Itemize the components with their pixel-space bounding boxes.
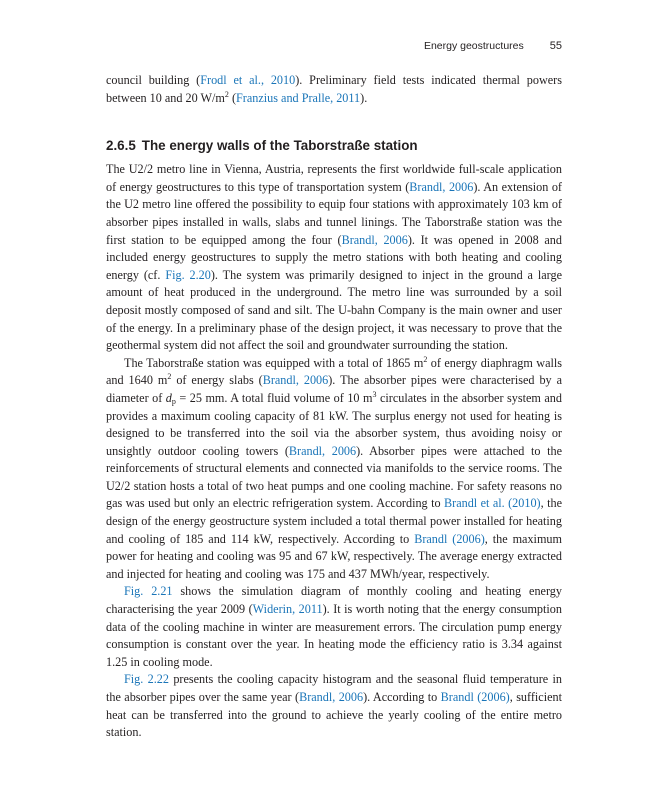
superscript: 2: [423, 354, 428, 364]
citation-link[interactable]: Brandl, 2006: [409, 179, 474, 194]
figure-link[interactable]: Fig. 2.22: [124, 672, 169, 687]
citation-link[interactable]: Frodl et al., 2010: [200, 73, 296, 87]
subscript: p: [171, 396, 176, 406]
citation-link[interactable]: Brandl, 2006: [262, 373, 329, 388]
text: , the maximum power for heating and cooling was 95 and 67 kW, respectively. The average energy extracted and injected for heating and cooling was 175 and 437 MWh/year, respectively.: [106, 531, 562, 581]
math-variable: d: [165, 390, 172, 405]
paragraph-3: [106, 583, 562, 671]
section-title: The energy walls of the Taborstraße station: [141, 138, 418, 154]
text: ). The system was primarily designed to inject in the ground a large amount of heat produced in the underground. The metro line was surrounded by a soil deposit mostly composed of sand and silt. The U-bahn Company is the main owner and user of the energy. In a preliminary phase of the design project, it was necessary to prove that the geothermal system did not affect the soil and groundwater surrounding the station.: [106, 267, 563, 353]
running-header: [424, 40, 562, 52]
text: ). Absorber pipes were attached to the reinforcements of structural elements and connected via manifolds to the service rooms. The U2/2 station hosts a total of two heat pumps and one cooling machine. For safety reasons no gas was used but only an electric refrigeration system. According to: [106, 443, 563, 511]
citation-link[interactable]: Brandl, 2006: [288, 443, 357, 458]
text: = 25 mm. A total fluid volume of 10 m: [175, 390, 373, 405]
intro-paragraph: [106, 72, 562, 107]
text: circulates in the absorber system and provides a maximum cooling capacity of 81 kW. The surplus energy not used for heating is designed to be transferred into the soil via the absorber system, thus avoiding noisy or unsightly outdoor cooling towers (: [106, 390, 562, 458]
text: , sufficient heat can be transferred into the ground to achieve the yearly cooling of the entire metro station.: [106, 690, 562, 740]
paragraph-2: [106, 355, 562, 584]
paragraph-4: [106, 671, 562, 741]
text: ). According to: [363, 690, 441, 704]
text: council building (: [106, 73, 201, 87]
citation-link[interactable]: Brandl, 2006: [341, 232, 408, 247]
citation-link[interactable]: Brandl (2006): [440, 690, 510, 704]
text: The Taborstraße station was equipped with a total of 1865 m: [124, 355, 424, 370]
text: of energy diaphragm walls and 1640 m: [106, 355, 562, 388]
superscript: 3: [372, 389, 377, 399]
text: (: [228, 90, 237, 105]
text: of energy slabs (: [171, 373, 263, 388]
citation-link[interactable]: Franzius and Pralle, 2011: [236, 90, 361, 105]
figure-link[interactable]: Fig. 2.21: [124, 584, 173, 599]
section-heading: [106, 137, 562, 155]
citation-link[interactable]: Brandl et al. (2010): [444, 496, 541, 511]
running-title: Energy geostructures: [423, 40, 524, 52]
text: , the design of the energy geostructure system included a total thermal power installed for heating and cooling of 185 and 114 kW, respectively. According to: [106, 496, 562, 546]
text: ). It is worth noting that the energy consumption data of the cooling machine in winter are measurement errors. The circulation pump energy consumption is constant over the year. In heating mode the efficiency ratio is 3.34 against 1.25 in cooling mode.: [106, 602, 562, 669]
superscript: 2: [224, 89, 229, 99]
citation-link[interactable]: Widerin, 2011: [252, 602, 323, 617]
text: ).: [360, 90, 368, 105]
text: The U2/2 metro line in Vienna, Austria, represents the first worldwide full-scale application of energy geostructures to this type of transportation system (: [106, 162, 562, 194]
citation-link[interactable]: Brandl (2006): [414, 531, 485, 546]
text: presents the cooling capacity histogram and the seasonal fluid temperature in the absorber pipes over the same year (: [106, 672, 562, 704]
text: ). An extension of the U2 metro line offered the possibility to equip four stations with approximately 103 km of absorber pipes installed in walls, slabs and tunnel linings. The Taborstraße station was the first station to be equipped among the four (: [106, 179, 562, 247]
section-number: 2.6.5: [106, 138, 136, 154]
figure-link[interactable]: Fig. 2.20: [165, 267, 211, 282]
superscript: 2: [167, 372, 172, 382]
text: shows the simulation diagram of monthly cooling and heating energy characterising the year 2009 (: [106, 584, 562, 617]
citation-link[interactable]: Brandl, 2006: [299, 690, 364, 704]
page-number: 55: [549, 40, 562, 52]
text: ). Preliminary field tests indicated thermal powers between 10 and 20 W/m: [106, 73, 562, 105]
paragraph-1: [106, 161, 562, 355]
text: ). The absorber pipes were characterised by a diameter of: [106, 373, 562, 405]
text: ). It was opened in 2008 and included energy geostructures to supply the metro stations with both heating and cooling energy (cf.: [106, 232, 562, 282]
page-body: [106, 72, 562, 742]
